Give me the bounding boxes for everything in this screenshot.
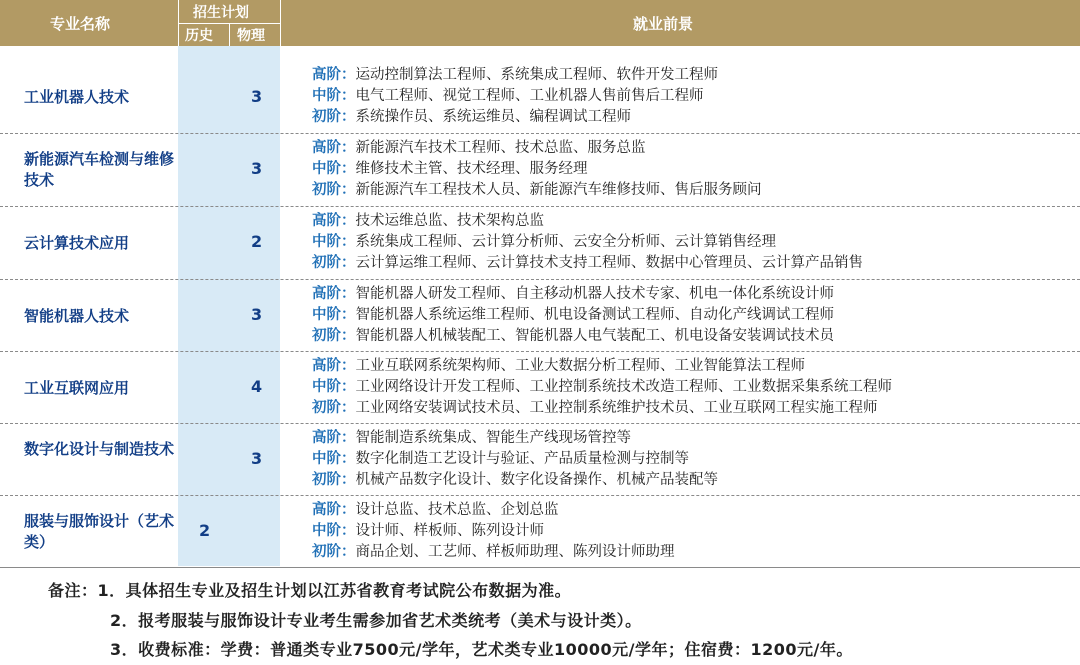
level-text: 运动控制算法工程师、系统集成工程师、软件开发工程师: [355, 67, 718, 83]
physics-count: 4: [251, 377, 263, 396]
level-tag: 高阶：: [312, 502, 356, 518]
enrollment-plan-column: [178, 46, 280, 566]
major-name: 服装与服饰设计（艺术类）: [24, 512, 175, 551]
level-tag: 中阶：: [312, 379, 356, 395]
header-divider: [178, 23, 280, 24]
physics-count: 3: [251, 305, 263, 324]
level-text: 新能源汽车工程技术人员、新能源汽车维修技师、售后服务顾问: [355, 182, 762, 198]
level-tag: 高阶：: [312, 213, 356, 229]
level-low: [312, 470, 718, 490]
level-tag: 初阶：: [312, 255, 356, 271]
row-separator: [0, 423, 1080, 424]
level-low: [312, 326, 834, 346]
physics-count: 3: [251, 87, 263, 106]
history-count: 2: [199, 521, 211, 540]
note-2: 2．报考服装与服饰设计专业考生需参加省艺术类统考（美术与设计类）。: [110, 611, 642, 630]
level-low: [312, 253, 863, 273]
physics-count: 3: [251, 449, 263, 468]
level-mid: [312, 449, 689, 469]
level-high: [312, 211, 544, 231]
notes-section: [0, 566, 1080, 665]
level-text: 电气工程师、视觉工程师、工业机器人售前售后工程师: [355, 88, 704, 104]
level-tag: 高阶：: [312, 67, 356, 83]
major-name: 智能机器人技术: [24, 307, 130, 325]
level-text: 智能机器人机械装配工、智能机器人电气装配工、机电设备安装调试技术员: [355, 328, 834, 344]
level-tag: 高阶：: [312, 286, 356, 302]
level-tag: 中阶：: [312, 161, 356, 177]
level-text: 数字化制造工艺设计与验证、产品质量检测与控制等: [355, 451, 689, 467]
header-physics: 物理: [237, 28, 265, 44]
level-low: [312, 542, 675, 562]
level-mid: [312, 377, 892, 397]
major-name: 新能源汽车检测与维修技术: [24, 150, 175, 189]
level-mid: [312, 232, 776, 252]
level-tag: 中阶：: [312, 451, 356, 467]
header-enrollment-plan: 招生计划: [193, 5, 249, 21]
level-high: [312, 500, 559, 520]
level-tag: 中阶：: [312, 88, 356, 104]
level-low: [312, 398, 878, 418]
level-mid: [312, 305, 834, 325]
major-name: 工业互联网应用: [24, 379, 130, 397]
level-tag: 初阶：: [312, 328, 356, 344]
level-high: [312, 65, 718, 85]
major-name: 工业机器人技术: [24, 88, 130, 106]
level-text: 机械产品数字化设计、数字化设备操作、机械产品装配等: [355, 472, 718, 488]
major-name: 云计算技术应用: [24, 234, 130, 252]
level-text: 工业网络安装调试技术员、工业控制系统维护技术员、工业互联网工程实施工程师: [355, 400, 878, 416]
level-tag: 中阶：: [312, 523, 356, 539]
header-prospects: 就业前景: [633, 15, 694, 33]
level-text: 系统集成工程师、云计算分析师、云安全分析师、云计算销售经理: [355, 234, 776, 250]
level-text: 新能源汽车技术工程师、技术总监、服务总监: [355, 140, 646, 156]
row-separator: [0, 495, 1080, 496]
level-mid: [312, 521, 544, 541]
level-text: 云计算运维工程师、云计算技术支持工程师、数据中心管理员、云计算产品销售: [355, 255, 863, 271]
level-text: 设计师、样板师、陈列设计师: [355, 523, 544, 539]
row-separator: [0, 351, 1080, 352]
level-tag: 高阶：: [312, 358, 356, 374]
level-high: [312, 284, 834, 304]
major-name: 数字化设计与制造技术: [24, 440, 175, 458]
physics-count: 3: [251, 159, 263, 178]
level-text: 设计总监、技术总监、企划总监: [355, 502, 559, 518]
note-3: 3．收费标准：学费：普通类专业7500元/学年，艺术类专业10000元/学年；住宿费：1200元/年。: [110, 640, 853, 659]
level-low: [312, 107, 631, 127]
header-major-name: 专业名称: [50, 15, 111, 33]
level-high: [312, 428, 631, 448]
level-tag: 初阶：: [312, 109, 356, 125]
level-tag: 初阶：: [312, 472, 356, 488]
level-tag: 高阶：: [312, 430, 356, 446]
level-tag: 初阶：: [312, 400, 356, 416]
level-high: [312, 356, 805, 376]
level-text: 技术运维总监、技术架构总监: [355, 213, 544, 229]
level-text: 智能机器人系统运维工程师、机电设备测试工程师、自动化产线调试工程师: [355, 307, 834, 323]
level-mid: [312, 159, 588, 179]
table-header: [0, 0, 1080, 46]
level-text: 工业网络设计开发工程师、工业控制系统技术改造工程师、工业数据采集系统工程师: [355, 379, 892, 395]
header-history: 历史: [185, 28, 213, 44]
level-text: 系统操作员、系统运维员、编程调试工程师: [355, 109, 631, 125]
level-text: 智能制造系统集成、智能生产线现场管控等: [355, 430, 631, 446]
level-low: [312, 180, 762, 200]
level-tag: 中阶：: [312, 234, 356, 250]
level-text: 工业互联网系统架构师、工业大数据分析工程师、工业智能算法工程师: [355, 358, 805, 374]
row-separator: [0, 279, 1080, 280]
level-text: 维修技术主管、技术经理、服务经理: [355, 161, 588, 177]
level-tag: 初阶：: [312, 182, 356, 198]
level-tag: 中阶：: [312, 307, 356, 323]
level-tag: 初阶：: [312, 544, 356, 560]
note-1: 备注：1．具体招生专业及招生计划以江苏省教育考试院公布数据为准。: [48, 581, 572, 600]
row-separator: [0, 206, 1080, 207]
row-separator: [0, 133, 1080, 134]
level-text: 商品企划、工艺师、样板师助理、陈列设计师助理: [355, 544, 675, 560]
level-text: 智能机器人研发工程师、自主移动机器人技术专家、机电一体化系统设计师: [355, 286, 834, 302]
level-high: [312, 138, 646, 158]
level-tag: 高阶：: [312, 140, 356, 156]
level-mid: [312, 86, 704, 106]
physics-count: 2: [251, 232, 263, 251]
header-divider: [280, 0, 281, 46]
header-divider: [229, 23, 230, 46]
